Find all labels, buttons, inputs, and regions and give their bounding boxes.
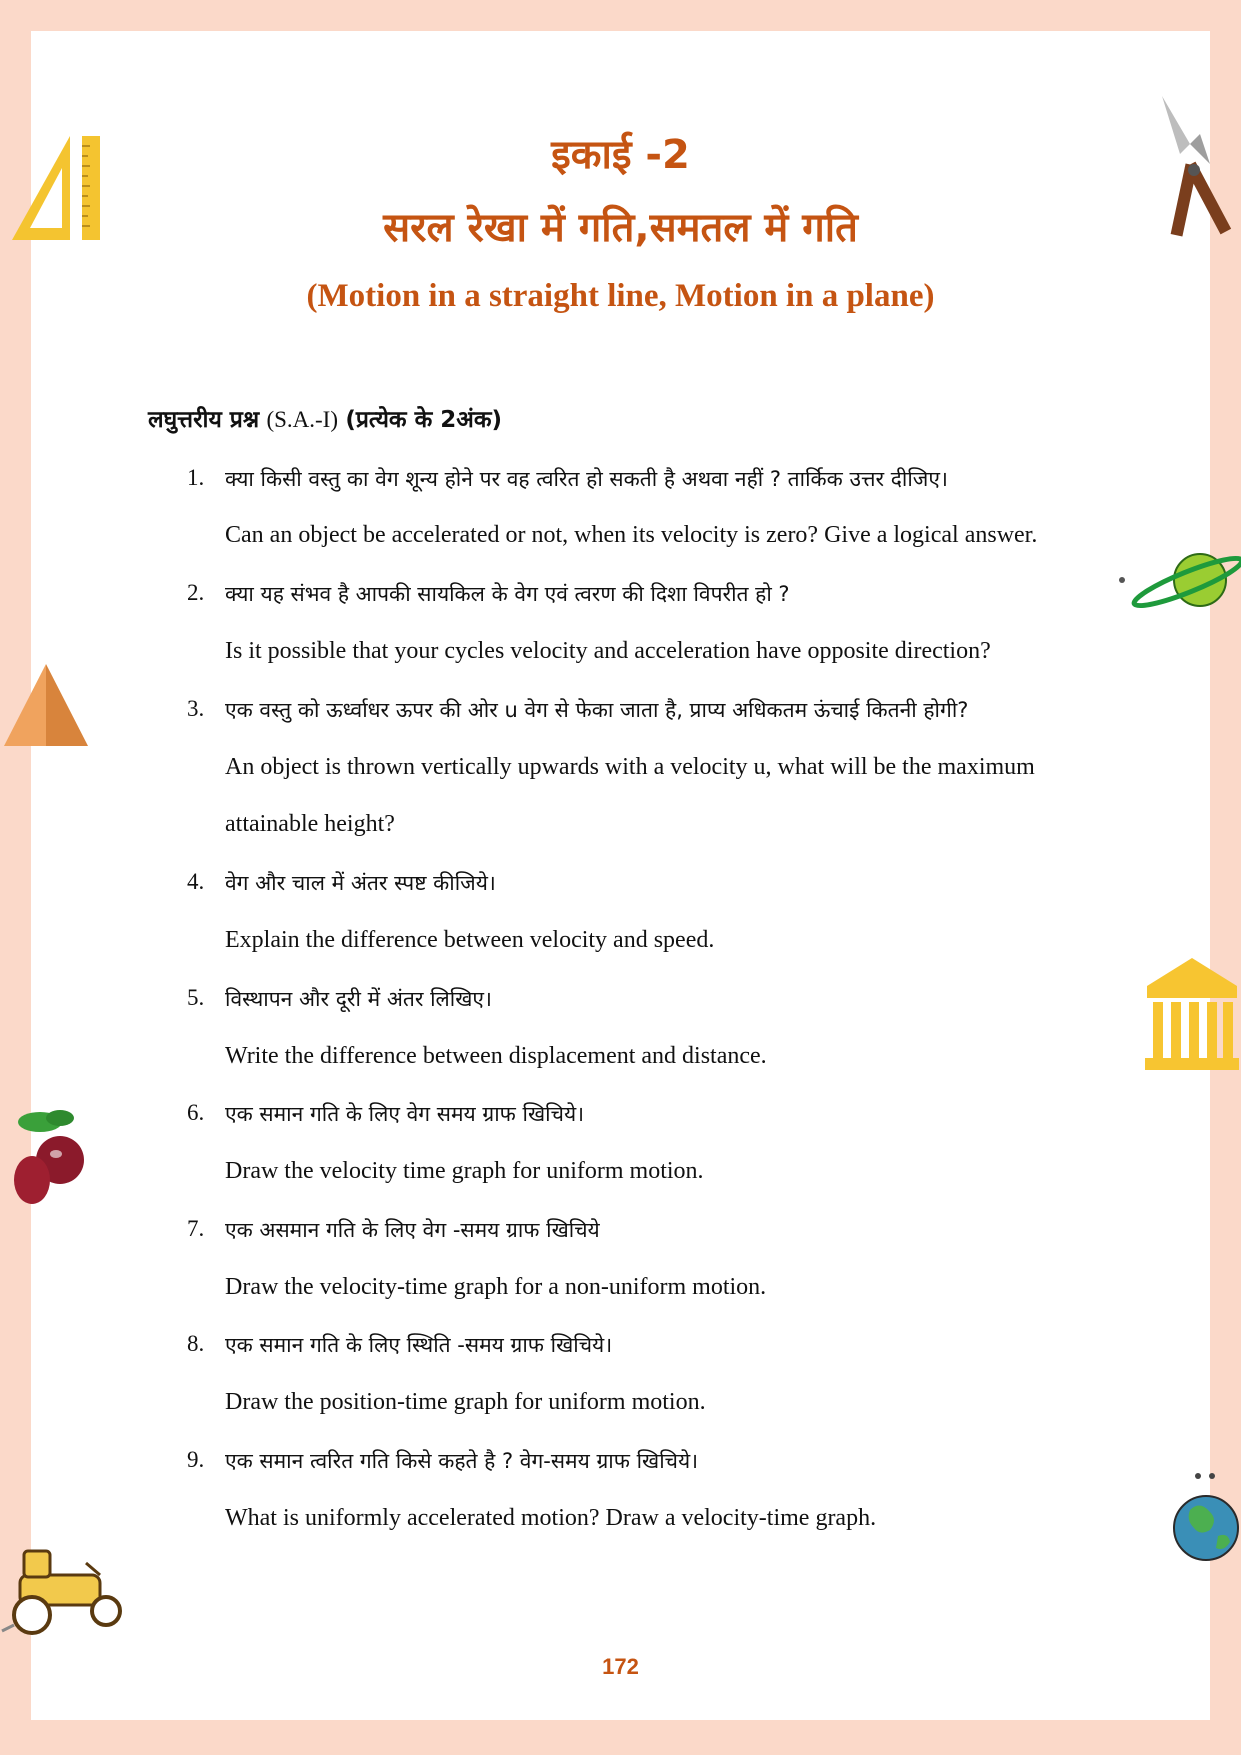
question-english-cont: attainable height? (225, 811, 395, 837)
question-english: Explain the difference between velocity and speed. (225, 927, 715, 953)
chapter-title-hindi: सरल रेखा में गति,समतल में गति (383, 205, 858, 251)
question-english: What is uniformly accelerated motion? Draw a velocity-time graph. (225, 1505, 877, 1531)
question-hindi: एक समान गति के लिए स्थिति -समय ग्राफ खिचिये। (225, 1333, 613, 1357)
section-heading (148, 402, 502, 434)
question-hindi: एक असमान गति के लिए वेग -समय ग्राफ खिचिये (225, 1218, 600, 1242)
page-number: 172 (602, 1654, 639, 1679)
question-number: 2. (187, 580, 205, 605)
pyramid-icon (2, 662, 90, 748)
question-english: Draw the velocity-time graph for a non-uniform motion. (225, 1274, 767, 1300)
question-hindi: एक समान गति के लिए वेग समय ग्राफ खिचिये। (225, 1102, 585, 1126)
question-number: 7. (187, 1216, 205, 1241)
globe-earth-icon (1170, 1470, 1240, 1566)
question-number: 3. (187, 696, 205, 721)
question-number: 9. (187, 1447, 205, 1472)
question-hindi: वेग और चाल में अंतर स्पष्ट कीजिये। (225, 871, 496, 895)
section-label-hindi: लघुत्तरीय प्रश्न (148, 407, 260, 433)
question-hindi: एक समान त्वरित गति किसे कहते है ? वेग-समय ग्राफ खिचिये। (225, 1449, 699, 1473)
unit-title: इकाई -2 (551, 132, 690, 178)
question-hindi: क्या यह संभव है आपकी सायकिल के वेग एवं त्वरण की दिशा विपरीत हो ? (225, 582, 790, 606)
greek-temple-icon (1143, 956, 1241, 1072)
planet-saturn-icon (1118, 544, 1241, 616)
question-hindi: विस्थापन और दूरी में अंतर लिखिए। (225, 987, 492, 1011)
question-hindi: एक वस्तु को ऊर्ध्वाधर ऊपर की ओर u वेग से फेका जाता है, प्राप्य अधिकतम ऊंचाई कितनी होगी? (225, 698, 969, 722)
question-number: 1. (187, 465, 205, 490)
question-number: 6. (187, 1100, 205, 1125)
question-english: Can an object be accelerated or not, when its velocity is zero? Give a logical answer. (225, 522, 1038, 548)
question-english: Draw the velocity time graph for uniform motion. (225, 1158, 704, 1184)
section-marks-note: (प्रत्येक के 2अंक) (345, 407, 503, 433)
question-english: Draw the position-time graph for uniform motion. (225, 1389, 706, 1415)
question-number: 4. (187, 869, 205, 894)
question-number: 5. (187, 985, 205, 1010)
section-code: (S.A.-I) (266, 407, 338, 432)
seeds-fruit-icon (6, 1104, 88, 1208)
question-english: An object is thrown vertically upwards with a velocity u, what will be the maximum (225, 754, 1035, 780)
question-hindi: क्या किसी वस्तु का वेग शून्य होने पर वह त्वरित हो सकती है अथवा नहीं ? तार्किक उत्तर दीजिए। (225, 467, 948, 491)
question-english: Write the difference between displacement and distance. (225, 1043, 767, 1069)
vintage-car-icon (0, 1545, 130, 1641)
chapter-title-english: (Motion in a straight line, Motion in a plane) (306, 278, 935, 314)
question-english: Is it possible that your cycles velocity and acceleration have opposite direction? (225, 638, 991, 664)
question-number: 8. (187, 1331, 205, 1356)
